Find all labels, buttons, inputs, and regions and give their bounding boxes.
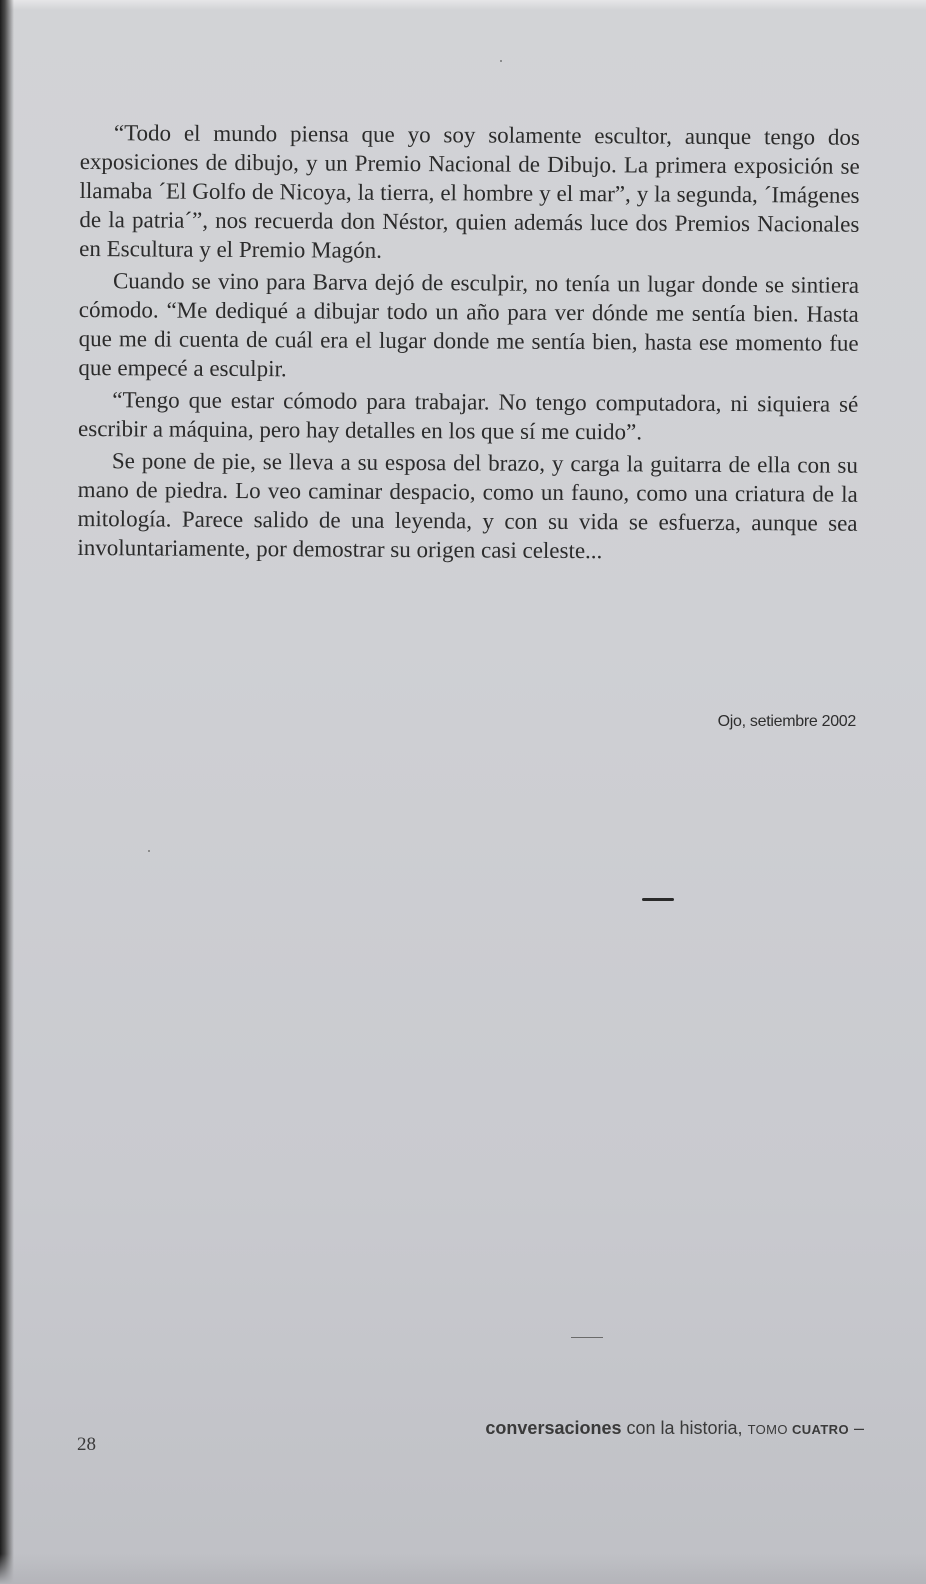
page-top-edge bbox=[0, 0, 926, 10]
running-footer bbox=[485, 1418, 864, 1439]
paragraph-2: Cuando se vino para Barva dejó de esculpir, no tenía un lugar donde se sintiera cómodo. “Me dediqué a dibujar todo un año para ver dónde me sentía bien. Hasta que me di cuenta de cuál era el lugar donde me sentía bien, hasta ese momento fue que empecé a esculpir. bbox=[78, 268, 860, 382]
page-bottom-shadow bbox=[0, 1554, 926, 1584]
ink-mark bbox=[642, 898, 674, 901]
faint-mark bbox=[571, 1337, 603, 1338]
page-number: 28 bbox=[77, 1434, 96, 1455]
page-binding-shadow bbox=[0, 0, 14, 1584]
footer-title-rest: con la historia, bbox=[621, 1418, 748, 1438]
source-signature: Ojo, setiembre 2002 bbox=[717, 713, 856, 730]
footer-tomo: TOMO bbox=[747, 1422, 792, 1437]
paragraph-1: “Todo el mundo piensa que yo soy solamente escultor, aunque tengo dos exposiciones de dibujo, y un Premio Nacional de Dibujo. La primera exposición se llamaba ´El Golfo de Nicoya, la tierra, el hombre y el mar”, y la segunda, ´Imágenes de la patria´”, nos recuerda don Néstor, quien además luce dos Premios Nacionales en Escultura y el Premio Magón. bbox=[79, 120, 860, 263]
footer-dash: – bbox=[848, 1418, 864, 1438]
article-body bbox=[77, 118, 860, 570]
paper-speck bbox=[500, 60, 502, 62]
paragraph-4: Se pone de pie, se lleva a su esposa del brazo, y carga la guitarra de ella con su mano de piedra. Lo veo caminar despacio, como un fauno, como una criatura de la mitología. Parece salido de una leyenda, y con su vida se esfuerza, aunque sea involuntariamente, por demostrar su origen casi celeste... bbox=[77, 448, 858, 564]
footer-cuatro: CUATRO bbox=[791, 1422, 849, 1437]
paper-speck bbox=[148, 850, 150, 852]
footer-title-bold: conversaciones bbox=[485, 1418, 622, 1438]
paragraph-3: “Tengo que estar cómodo para trabajar. No tengo computadora, ni siquiera sé escribir a máquina, pero hay detalles en los que sí me cuido”. bbox=[78, 387, 859, 445]
